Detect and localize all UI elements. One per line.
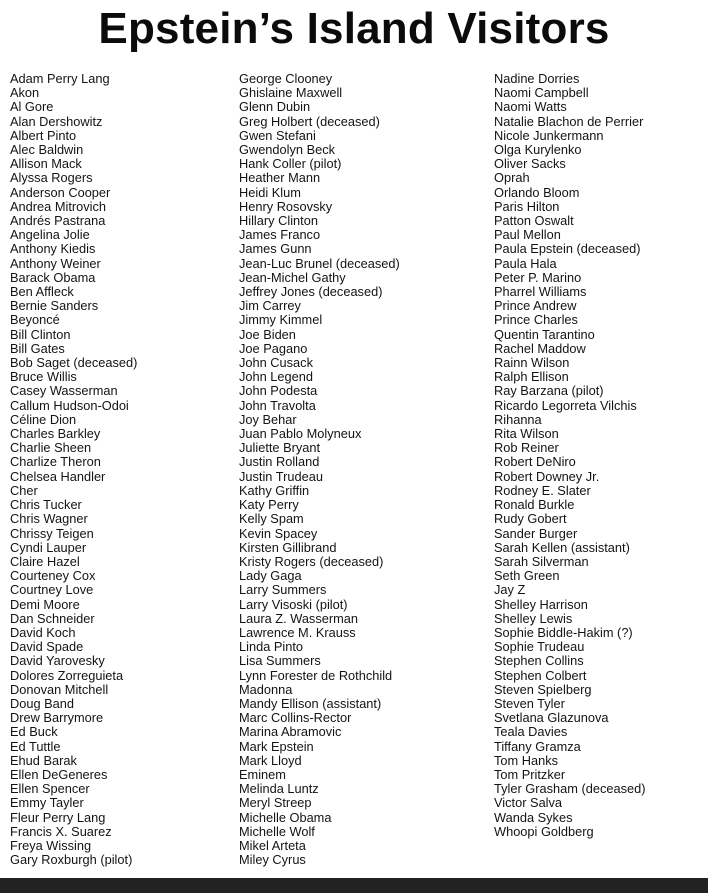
visitor-name: Gary Roxburgh (pilot)	[10, 852, 133, 868]
visitor-name: Alec Baldwin	[10, 142, 84, 158]
visitor-name: Natalie Blachon de Perrier	[494, 113, 644, 129]
visitor-name: Mark Lloyd	[239, 752, 302, 768]
visitor-name: Kelly Spam	[239, 511, 304, 527]
visitor-name: Emmy Tayler	[10, 795, 84, 811]
visitor-name: Hank Coller (pilot)	[239, 156, 342, 172]
visitor-name: Barack Obama	[10, 269, 96, 285]
visitor-name: Demi Moore	[10, 596, 80, 612]
visitor-name: Quentin Tarantino	[494, 326, 595, 342]
visitor-name: Michelle Wolf	[239, 823, 315, 839]
visitor-name: Rihanna	[494, 411, 542, 427]
visitor-name: Linda Pinto	[239, 639, 304, 655]
visitor-name: Chris Wagner	[10, 511, 88, 527]
visitor-name: Dan Schneider	[10, 610, 95, 626]
visitor-name: Miley Cyrus	[239, 852, 306, 868]
visitor-name: Cyndi Lauper	[10, 539, 87, 555]
visitor-name: Naomi Watts	[494, 99, 567, 115]
visitor-name: Courtney Love	[10, 582, 94, 598]
visitor-name: Ricardo Legorreta Vilchis	[494, 397, 637, 413]
visitor-name: Katy Perry	[239, 497, 299, 513]
visitor-name: Prince Charles	[494, 312, 578, 328]
visitor-name: Peter P. Marino	[494, 269, 582, 285]
visitor-name: Shelley Lewis	[494, 610, 573, 626]
visitor-name: Sarah Silverman	[494, 553, 589, 569]
visitor-name: Rudy Gobert	[494, 511, 567, 527]
visitor-name: Ehud Barak	[10, 752, 77, 768]
visitor-name: Svetlana Glazunova	[494, 710, 609, 726]
visitor-name: Paris Hilton	[494, 198, 560, 214]
visitor-name: Freya Wissing	[10, 837, 92, 853]
visitor-name: Chris Tucker	[10, 497, 82, 513]
visitor-name: Robert DeNiro	[494, 454, 576, 470]
visitor-name: David Spade	[10, 639, 84, 655]
visitor-name: George Clooney	[239, 71, 333, 86]
visitor-name: John Legend	[239, 369, 314, 385]
visitor-name: Stephen Colbert	[494, 667, 587, 683]
visitor-name: John Cusack	[239, 355, 313, 371]
visitor-name: Cher	[10, 482, 38, 498]
visitor-name: Jay Z	[494, 582, 526, 598]
visitor-name: Nicole Junkermann	[494, 127, 604, 143]
visitor-name: Tiffany Gramza	[494, 738, 581, 754]
visitor-name: Kevin Spacey	[239, 525, 318, 541]
visitor-name: Claire Hazel	[10, 553, 80, 569]
visitor-name: Whoopi Goldberg	[494, 823, 594, 839]
visitor-name: Sander Burger	[494, 525, 578, 541]
visitor-name: Mikel Arteta	[239, 837, 306, 853]
visitor-name: Oliver Sacks	[494, 156, 566, 172]
visitor-name: Olga Kurylenko	[494, 142, 582, 158]
visitor-name: Mark Epstein	[239, 738, 314, 754]
visitor-name: Oprah	[494, 170, 530, 186]
visitor-name: Naomi Campbell	[494, 85, 589, 101]
visitor-name: Chelsea Handler	[10, 468, 106, 484]
page-title: Epstein’s Island Visitors	[98, 4, 610, 53]
visitor-name: Doug Band	[10, 695, 75, 711]
visitor-name: Bernie Sanders	[10, 298, 99, 314]
visitor-name: Ben Affleck	[10, 284, 74, 300]
visitor-name: Sophie Trudeau	[494, 639, 585, 655]
visitor-name: Patton Oswalt	[494, 213, 574, 229]
names-column-2	[239, 72, 400, 867]
visitor-name: Ed Tuttle	[10, 738, 61, 754]
visitor-name: Tyler Grasham (deceased)	[494, 781, 646, 797]
visitor-name: Victor Salva	[494, 795, 563, 811]
visitor-name: Marc Collins-Rector	[239, 710, 352, 726]
visitor-name: Steven Tyler	[494, 695, 565, 711]
visitor-name: Hillary Clinton	[239, 213, 318, 229]
visitor-name: Heather Mann	[239, 170, 321, 186]
visitor-name: Andrea Mitrovich	[10, 198, 107, 214]
visitor-name: Melinda Luntz	[239, 781, 319, 797]
visitor-name: Sarah Kellen (assistant)	[494, 539, 630, 555]
visitor-name: Paula Epstein (deceased)	[494, 241, 641, 257]
visitor-name: Alyssa Rogers	[10, 170, 93, 186]
visitor-name: Meryl Streep	[239, 795, 312, 811]
visitor-name: Lynn Forester de Rothchild	[239, 667, 393, 683]
visitor-name: Joy Behar	[239, 411, 297, 427]
visitor-name: Glenn Dubin	[239, 99, 311, 115]
visitor-name: Anderson Cooper	[10, 184, 111, 200]
visitor-name: James Gunn	[239, 241, 312, 257]
visitor-name: Bill Gates	[10, 340, 65, 356]
visitor-name: Rob Reiner	[494, 440, 559, 456]
visitor-name: Gwendolyn Beck	[239, 142, 336, 158]
visitor-name: John Travolta	[239, 397, 316, 413]
visitor-name: Ronald Burkle	[494, 497, 575, 513]
visitor-name: Jean-Luc Brunel (deceased)	[239, 255, 400, 271]
visitor-name: Jim Carrey	[239, 298, 301, 314]
visitor-name: Paula Hala	[494, 255, 557, 271]
visitor-name: Henry Rosovsky	[239, 198, 333, 214]
visitor-name: Lady Gaga	[239, 568, 302, 584]
visitor-name: Rainn Wilson	[494, 355, 570, 371]
visitor-name: Lawrence M. Krauss	[239, 624, 356, 640]
visitor-name: Bruce Willis	[10, 369, 77, 385]
visitor-name: Shelley Harrison	[494, 596, 588, 612]
visitor-name: Adam Perry Lang	[10, 71, 110, 86]
visitor-name: Akon	[10, 85, 40, 101]
visitor-name: Tom Pritzker	[494, 766, 566, 782]
visitor-name: Ellen Spencer	[10, 781, 90, 797]
visitor-name: Kathy Griffin	[239, 482, 310, 498]
visitor-name: Callum Hudson-Odoi	[10, 397, 129, 413]
visitor-name: Ed Buck	[10, 724, 58, 740]
visitor-name: Allison Mack	[10, 156, 82, 172]
names-column-1	[10, 72, 137, 867]
visitor-name: Laura Z. Wasserman	[239, 610, 359, 626]
visitor-name: Heidi Klum	[239, 184, 301, 200]
visitor-name: Casey Wasserman	[10, 383, 118, 399]
visitor-name: Rodney E. Slater	[494, 482, 591, 498]
visitor-name: Céline Dion	[10, 411, 77, 427]
visitor-name: Juan Pablo Molyneux	[239, 426, 362, 442]
visitor-name: Anthony Kiedis	[10, 241, 96, 257]
visitor-name: Francis X. Suarez	[10, 823, 112, 839]
names-column-3	[494, 72, 646, 839]
visitor-name: Sophie Biddle-Hakim (?)	[494, 624, 633, 640]
visitor-name: Rachel Maddow	[494, 340, 586, 356]
visitor-name: Beyoncé	[10, 312, 60, 328]
visitor-name: Al Gore	[10, 99, 54, 115]
visitor-name: Joe Pagano	[239, 340, 308, 356]
visitor-name: Angelina Jolie	[10, 227, 90, 243]
visitor-name: Bill Clinton	[10, 326, 71, 342]
visitor-name: Teala Davies	[494, 724, 568, 740]
visitor-name: Prince Andrew	[494, 298, 577, 314]
visitor-name: David Koch	[10, 624, 76, 640]
visitor-name: Charles Barkley	[10, 426, 101, 442]
visitor-name: Ghislaine Maxwell	[239, 85, 343, 101]
visitor-name: Wanda Sykes	[494, 809, 573, 825]
visitor-name: Justin Rolland	[239, 454, 320, 470]
visitor-name: James Franco	[239, 227, 321, 243]
visitor-name: Orlando Bloom	[494, 184, 580, 200]
visitor-name: Steven Spielberg	[494, 681, 592, 697]
visitor-name: Jeffrey Jones (deceased)	[239, 284, 383, 300]
visitor-name: Jean-Michel Gathy	[239, 269, 346, 285]
visitor-name: Courteney Cox	[10, 568, 96, 584]
visitor-name: Juliette Bryant	[239, 440, 321, 456]
visitor-name: Drew Barrymore	[10, 710, 104, 726]
bottom-border	[0, 878, 708, 893]
visitor-name: Kirsten Gillibrand	[239, 539, 337, 555]
visitor-name: Charlie Sheen	[10, 440, 92, 456]
visitor-name: Charlize Theron	[10, 454, 101, 470]
visitor-name: Bob Saget (deceased)	[10, 355, 138, 371]
visitor-name: Pharrel Williams	[494, 284, 587, 300]
visitor-name: Alan Dershowitz	[10, 113, 103, 129]
visitor-name: Seth Green	[494, 568, 560, 584]
visitor-name: Mandy Ellison (assistant)	[239, 695, 382, 711]
visitor-name: Ray Barzana (pilot)	[494, 383, 604, 399]
visitor-name: Eminem	[239, 766, 286, 782]
visitor-name: Donovan Mitchell	[10, 681, 109, 697]
visitor-name: Albert Pinto	[10, 127, 77, 143]
visitor-name: Stephen Collins	[494, 653, 584, 669]
visitor-name: Fleur Perry Lang	[10, 809, 106, 825]
visitor-name: Lisa Summers	[239, 653, 321, 669]
visitor-name: Larry Visoski (pilot)	[239, 596, 348, 612]
visitor-name: Jimmy Kimmel	[239, 312, 323, 328]
visitor-name: Rita Wilson	[494, 426, 559, 442]
visitor-name: Larry Summers	[239, 582, 327, 598]
visitor-name: Dolores Zorreguieta	[10, 667, 124, 683]
visitor-name: Andrés Pastrana	[10, 213, 106, 229]
visitor-name: John Podesta	[239, 383, 318, 399]
visitor-name: Michelle Obama	[239, 809, 332, 825]
visitor-name: Marina Abramovic	[239, 724, 342, 740]
visitor-name: Greg Holbert (deceased)	[239, 113, 380, 129]
visitor-name: Ralph Ellison	[494, 369, 569, 385]
visitor-name: Robert Downey Jr.	[494, 468, 600, 484]
visitor-name: Madonna	[239, 681, 293, 697]
visitor-name: Kristy Rogers (deceased)	[239, 553, 384, 569]
visitor-name: Tom Hanks	[494, 752, 559, 768]
visitor-name: David Yarovesky	[10, 653, 105, 669]
visitor-name: Justin Trudeau	[239, 468, 323, 484]
visitor-name: Nadine Dorries	[494, 71, 580, 86]
visitor-name: Ellen DeGeneres	[10, 766, 108, 782]
visitor-name: Chrissy Teigen	[10, 525, 94, 541]
visitor-name: Joe Biden	[239, 326, 296, 342]
visitor-name: Anthony Weiner	[10, 255, 101, 271]
visitor-name: Paul Mellon	[494, 227, 561, 243]
visitor-name: Gwen Stefani	[239, 127, 316, 143]
